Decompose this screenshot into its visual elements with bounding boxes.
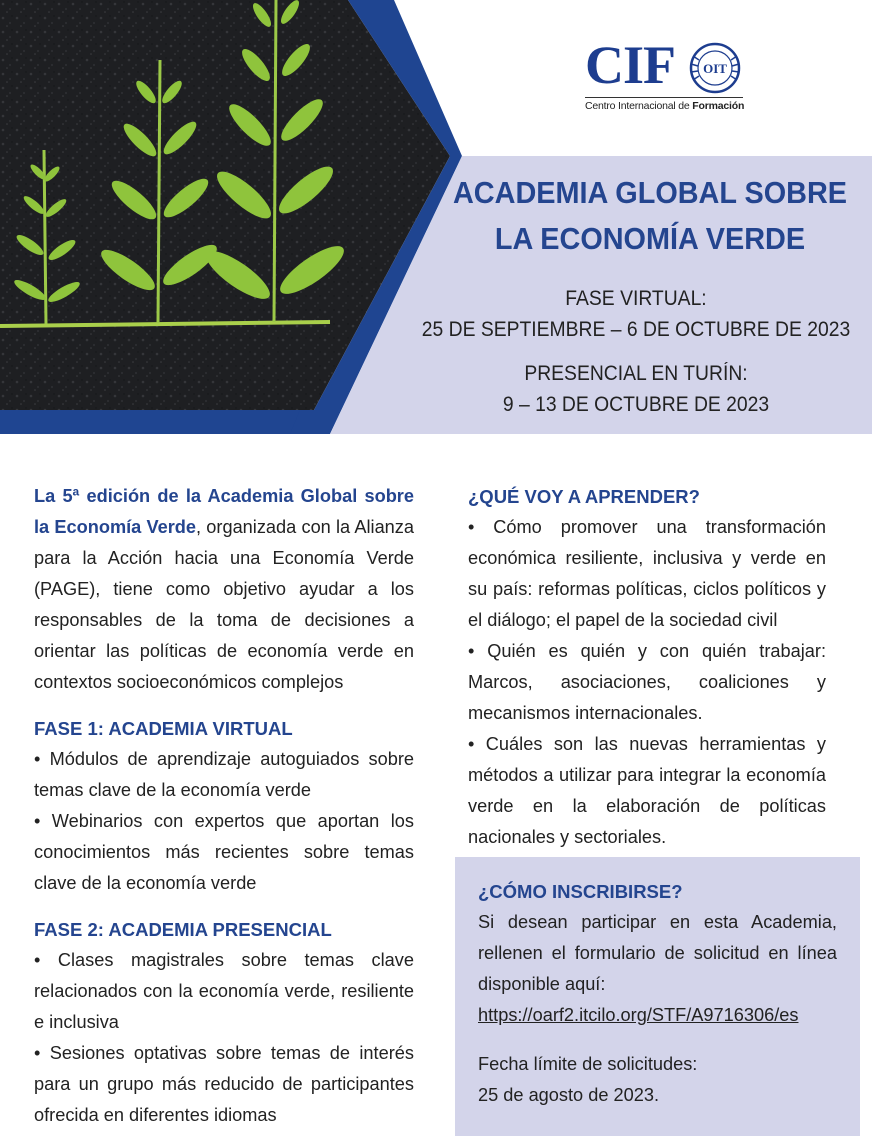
oit-emblem-icon bbox=[685, 42, 745, 94]
intro-highlight: La 5ª edición de la Academia Global sobre la Economía Verde bbox=[34, 486, 414, 537]
phase-virtual-dates: 25 DE SEPTIEMBRE – 6 DE OCTUBRE DE 2023 bbox=[421, 318, 851, 341]
logo-subtitle-regular: Centro Internacional de bbox=[585, 100, 693, 112]
emblem-label: OIT bbox=[703, 61, 727, 76]
intro-text: , organizada con la Alianza para la Acción hacia una Economía Verde (PAGE), tiene como objetivo ayudar a los responsables de la toma de decisiones a orientar las políticas de economía verde en contextos socioeconómicos complejos bbox=[34, 517, 415, 692]
title-line-1: ACADEMIA GLOBAL SOBRE bbox=[452, 175, 848, 210]
register-text: Si desean participar en esta Academia, rellenen el formulario de solicitud en línea disponible aquí: bbox=[478, 912, 837, 994]
registration-content bbox=[478, 876, 837, 1111]
intro-paragraph bbox=[34, 481, 414, 698]
learn-item: • Quién es quién y con quién trabajar: Marcos, asociaciones, coaliciones y mecanismos internacionales. bbox=[468, 641, 826, 723]
phase-virtual-block bbox=[419, 283, 853, 345]
deadline-label: Fecha límite de solicitudes: bbox=[478, 1054, 698, 1074]
deadline-date: 25 de agosto de 2023. bbox=[478, 1085, 660, 1105]
cif-logo bbox=[585, 35, 755, 122]
page-title bbox=[445, 170, 854, 262]
phase-virtual-label: FASE VIRTUAL: bbox=[565, 287, 707, 310]
phase-presencial-dates: 9 – 13 DE OCTUBRE DE 2023 bbox=[502, 393, 770, 416]
phase-presencial-block bbox=[419, 358, 853, 420]
learn-item: • Cómo promover una transformación económica resiliente, inclusiva y verde en su país: reformas políticas, ciclos políticos y el diálogo; el papel de la sociedad civil bbox=[468, 517, 826, 630]
left-column bbox=[34, 481, 414, 1131]
phase1-item: • Módulos de aprendizaje autoguiados sobre temas clave de la economía verde bbox=[34, 749, 414, 800]
phase2-item: • Clases magistrales sobre temas clave relacionados con la economía verde, resiliente e inclusiva bbox=[34, 950, 414, 1032]
phase-presencial-label: PRESENCIAL EN TURÍN: bbox=[524, 362, 748, 385]
logo-wordmark: CIF bbox=[585, 35, 675, 95]
logo-divider bbox=[585, 97, 743, 98]
logo-subtitle-bold: Formación bbox=[692, 100, 745, 112]
register-heading: ¿CÓMO INSCRIBIRSE? bbox=[478, 881, 683, 902]
right-column bbox=[468, 481, 826, 853]
logo-subtitle bbox=[585, 100, 744, 112]
phase2-item: • Sesiones optativas sobre temas de interés para un grupo más reducido de participantes ofrecida en diferentes idiomas bbox=[34, 1043, 414, 1125]
phase1-item: • Webinarios con expertos que aportan los conocimientos más recientes sobre temas clave de la economía verde bbox=[34, 811, 414, 893]
registration-link[interactable]: https://oarf2.itcilo.org/STF/A9716306/es bbox=[478, 1005, 799, 1025]
learn-heading: ¿QUÉ VOY A APRENDER? bbox=[468, 486, 700, 507]
learn-item: • Cuáles son las nuevas herramientas y métodos a utilizar para integrar la economía verde en la elaboración de políticas nacionales y sectoriales. bbox=[468, 734, 826, 847]
phase2-heading: FASE 2: ACADEMIA PRESENCIAL bbox=[34, 919, 332, 940]
title-line-2: LA ECONOMÍA VERDE bbox=[494, 221, 806, 256]
phase1-heading: FASE 1: ACADEMIA VIRTUAL bbox=[34, 718, 293, 739]
